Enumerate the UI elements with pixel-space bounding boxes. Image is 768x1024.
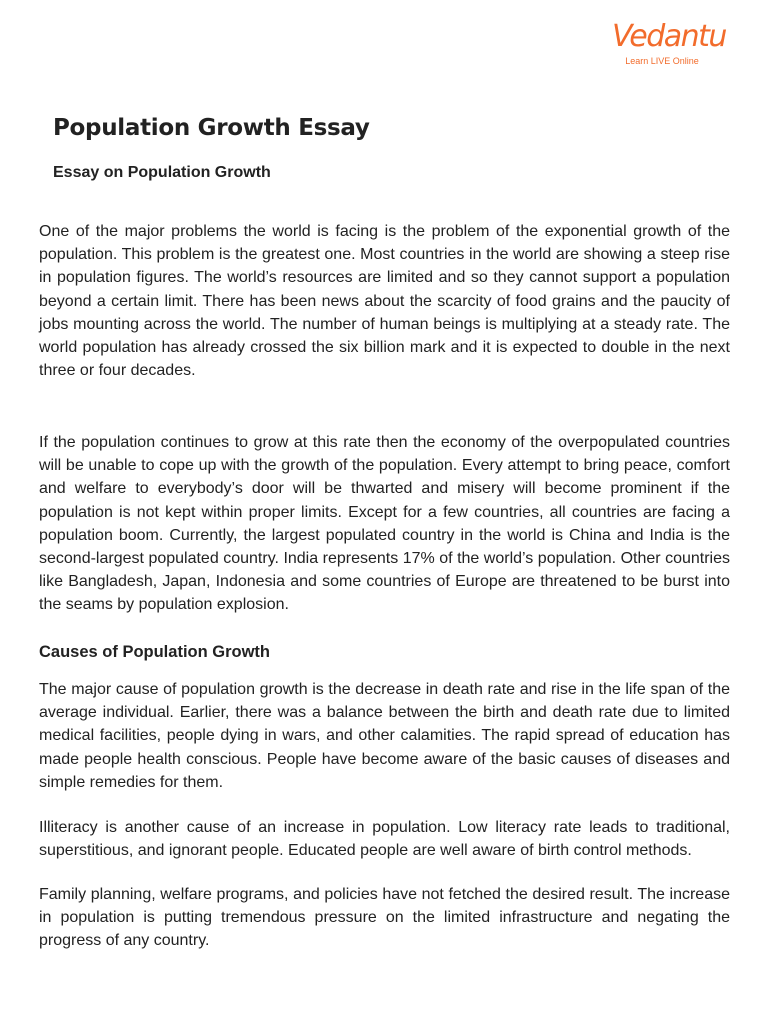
vedantu-logo — [612, 19, 726, 72]
paragraph-causes-death-rate: The major cause of population growth is the decrease in death rate and rise in the life span of the average individual. Earlier, there was a balance between the birth and death rate due to limited medical facilities, people dying in wars, and other calamities. The rapid spread of education has made people health conscious. People have become aware of the basic causes of diseases and simple remedies for them. — [39, 681, 730, 791]
essay-subtitle: Essay on Population Growth — [53, 164, 271, 181]
paragraph-intro: One of the major problems the world is facing is the problem of the exponential growth of the population. This problem is the greatest one. Most countries in the world are showing a steep rise in population figures. The world’s resources are limited and so they cannot support a population beyond a certain limit. There has been news about the scarcity of food grains and the paucity of jobs mounting across the world. The number of human beings is multiplying at a steady rate. The world population has already crossed the six billion mark and it is expected to double in the next three or four decades. — [39, 223, 730, 380]
page-title: Population Growth Essay — [53, 115, 370, 141]
paragraph-causes-illiteracy: Illiteracy is another cause of an increase in population. Low literacy rate leads to traditional, superstitious, and ignorant people. Educated people are well aware of birth control methods. — [39, 819, 730, 860]
paragraph-overpopulation: If the population continues to grow at this rate then the economy of the overpopulated countries will be unable to cope up with the growth of the population. Every attempt to bring peace, comfort and welfare to everybody’s door will be thwarted and misery will become prominent if the population is not kept within proper limits. Except for a few countries, all countries are facing a population boom. Currently, the largest populated country in the world is China and India is the second-largest populated country. India represents 17% of the world’s population. Other countries like Bangladesh, Japan, Indonesia and some countries of Europe are threatened to be burst into the seams by population explosion. — [39, 434, 730, 614]
paragraph-causes-family-planning: Family planning, welfare programs, and policies have not fetched the desired result. The increase in population is putting tremendous pressure on the limited infrastructure and negating the progress of any country. — [39, 886, 730, 950]
logo-tagline: Learn LIVE Online — [625, 56, 699, 66]
logo-wordmark: Vedantu — [612, 19, 726, 54]
section-heading-causes: Causes of Population Growth — [39, 643, 271, 661]
